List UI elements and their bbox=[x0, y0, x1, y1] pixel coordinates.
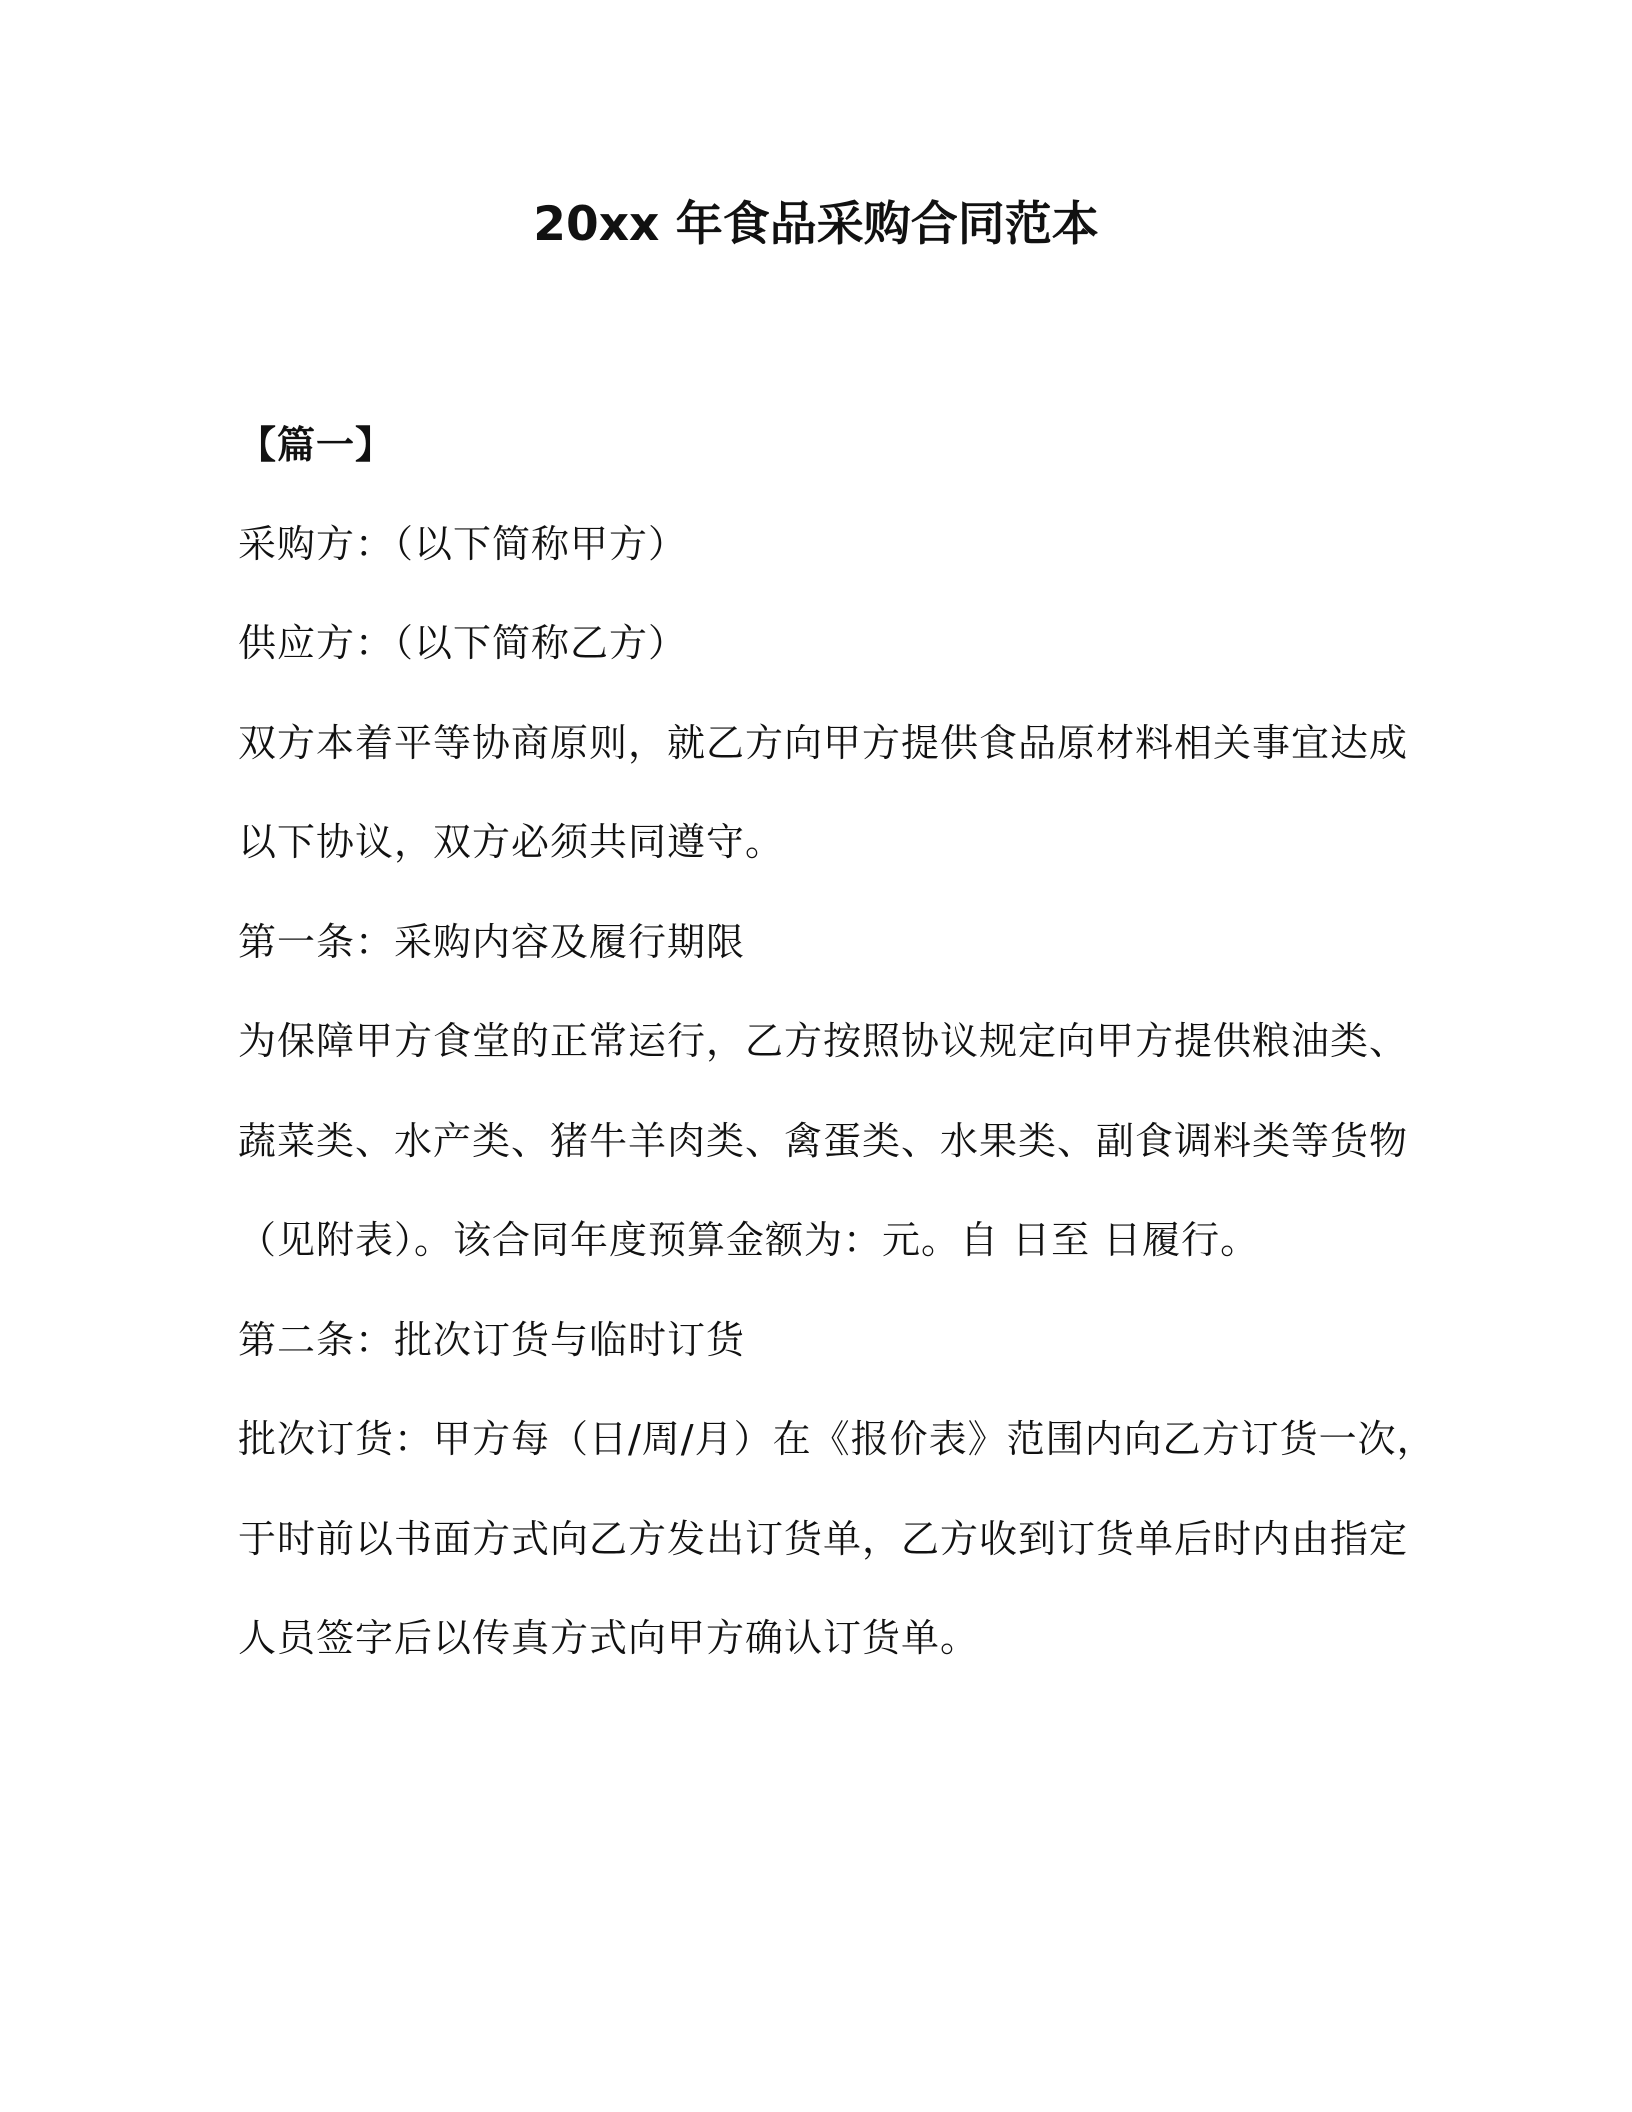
paragraph-line: 为保障甲方食堂的正常运行，乙方按照协议规定向甲方提供粮油类、 bbox=[238, 1019, 1409, 1063]
paragraph-line: 以下协议，双方必须共同遵守。 bbox=[238, 820, 785, 864]
article-heading: 第一条：采购内容及履行期限 bbox=[238, 920, 746, 964]
paragraph-line: 蔬菜类、水产类、猪牛羊肉类、禽蛋类、水果类、副食调料类等货物 bbox=[238, 1119, 1409, 1163]
buyer-line: 采购方：（以下简称甲方） bbox=[238, 522, 688, 566]
document-title: 20xx 年食品采购合同范本 bbox=[533, 197, 1099, 252]
paragraph-line: 于时前以书面方式向乙方发出订货单，乙方收到订货单后时内由指定 bbox=[238, 1517, 1409, 1561]
supplier-line: 供应方：（以下简称乙方） bbox=[238, 621, 688, 665]
paragraph-line: 双方本着平等协商原则，就乙方向甲方提供食品原材料相关事宜达成 bbox=[238, 721, 1409, 765]
article-heading: 第二条：批次订货与临时订货 bbox=[238, 1318, 746, 1362]
section-label: 【篇一】 bbox=[238, 423, 395, 467]
paragraph-line: （见附表）。该合同年度预算金额为：元。自 日至 日履行。 bbox=[238, 1218, 1260, 1262]
paragraph-line: 人员签字后以传真方式向甲方确认订货单。 bbox=[238, 1616, 980, 1660]
paragraph-line: 批次订货：甲方每（日/周/月）在《报价表》范围内向乙方订货一次， bbox=[238, 1417, 1436, 1461]
